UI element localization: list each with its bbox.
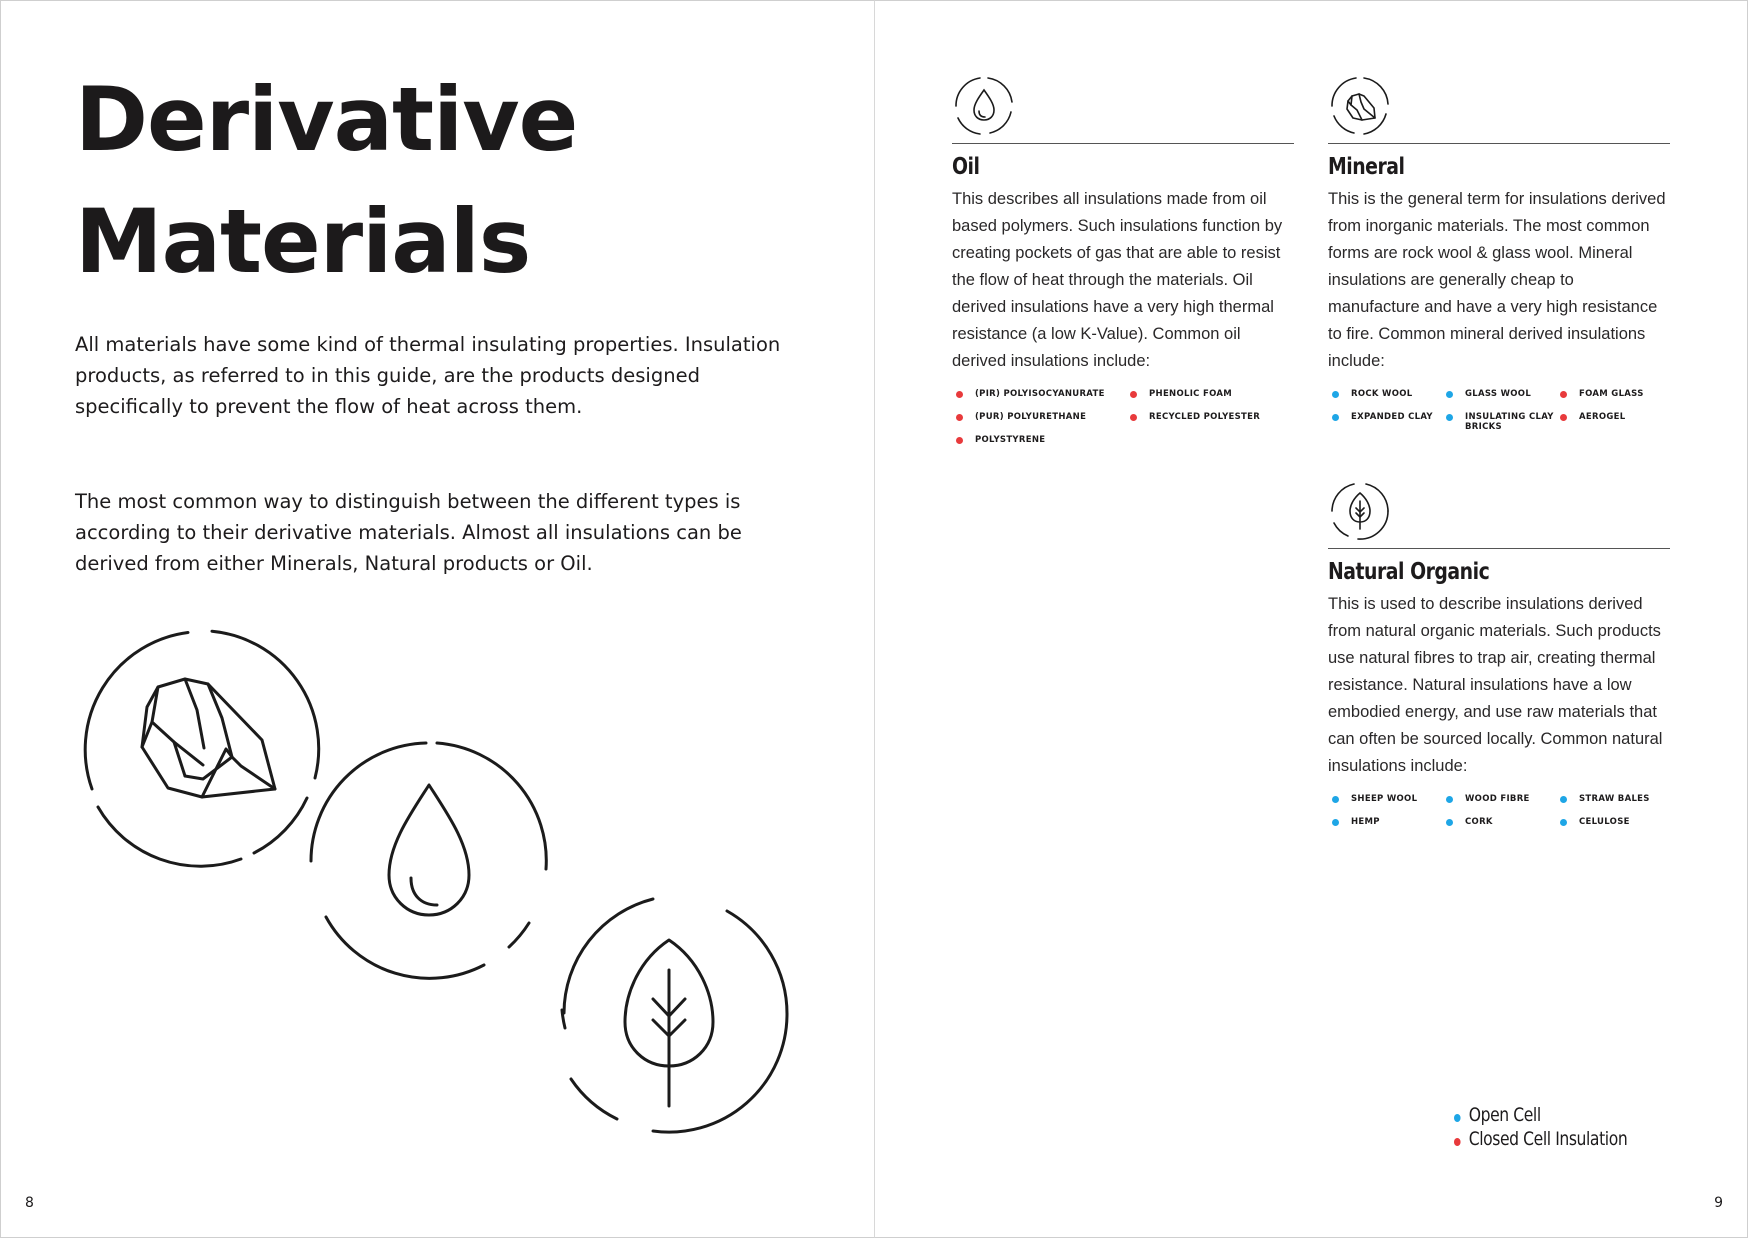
item-label: FOAM GLASS xyxy=(1579,389,1644,399)
page-number-right: 9 xyxy=(1714,1195,1723,1211)
rock-icon xyxy=(85,631,319,866)
item-label: (PUR) POLYURETHANE xyxy=(975,412,1087,422)
item-label: (PIR) POLYISOCYANURATE xyxy=(975,389,1105,399)
closed-cell-dot xyxy=(1560,414,1567,421)
list-item xyxy=(1130,389,1290,406)
open-cell-dot xyxy=(1446,391,1453,398)
oil-section xyxy=(952,74,1294,452)
closed-cell-dot xyxy=(956,391,963,398)
list-item xyxy=(1332,389,1442,406)
list-item xyxy=(1446,389,1556,406)
mineral-title: Mineral xyxy=(1328,154,1405,180)
natural-organic-description: This is used to describe insulations derived from natural organic materials. Such products use natural fibres to trap air, creating thermal resistance. Natural insulations have a low embodied energy, and use raw materials that can often be sourced locally. Common natural insulations include: xyxy=(1328,595,1663,775)
item-label: ROCK WOOL xyxy=(1351,389,1413,399)
list-item xyxy=(1446,794,1556,811)
intro-paragraph-2: The most common way to distinguish between the different types is according to their derivative materials. Almost all insulations can be derived from either Minerals, Natural products or Oil. xyxy=(75,490,742,575)
open-cell-dot xyxy=(1332,414,1339,421)
open-cell-dot xyxy=(1332,819,1339,826)
drop-icon xyxy=(311,743,546,978)
closed-cell-dot xyxy=(1130,391,1137,398)
item-label: HEMP xyxy=(1351,817,1380,827)
open-cell-dot xyxy=(1454,1114,1461,1122)
open-cell-dot xyxy=(1332,796,1339,803)
open-cell-dot xyxy=(1446,796,1453,803)
legend-open-label: Open Cell xyxy=(1468,1104,1541,1126)
list-item xyxy=(1446,817,1556,834)
drop-icon xyxy=(952,74,1016,138)
list-item xyxy=(1560,389,1670,406)
open-cell-dot xyxy=(1446,819,1453,826)
list-item xyxy=(1560,794,1670,811)
list-item xyxy=(1332,817,1442,834)
mineral-insulation-list xyxy=(1328,389,1670,432)
page-title xyxy=(75,59,577,303)
list-item xyxy=(1560,412,1670,432)
natural-organic-title: Natural Organic xyxy=(1328,559,1490,585)
item-label: EXPANDED CLAY xyxy=(1351,412,1433,422)
left-page xyxy=(0,0,874,1238)
oil-description: This describes all insulations made from oil based polymers. Such insulations function by creating pockets of gas that are able to resist the flow of heat through the materials. Oil derived insulations have a very high thermal resistance (a low K-Value). Common oil derived insulations include: xyxy=(952,190,1283,370)
item-label: INSULATING CLAY BRICKS xyxy=(1465,412,1554,432)
item-label: PHENOLIC FOAM xyxy=(1149,389,1233,399)
oil-title: Oil xyxy=(952,154,980,180)
oil-divider xyxy=(952,143,1294,144)
list-item xyxy=(1130,412,1290,429)
item-label: POLYSTYRENE xyxy=(975,435,1046,445)
open-cell-dot xyxy=(1332,391,1339,398)
list-item xyxy=(1332,412,1442,432)
closed-cell-dot xyxy=(1454,1138,1461,1146)
mineral-section xyxy=(1328,74,1670,432)
rock-icon xyxy=(1328,74,1392,138)
natural-insulation-list xyxy=(1328,794,1670,834)
cell-type-legend xyxy=(1454,1103,1665,1151)
item-label: GLASS WOOL xyxy=(1465,389,1532,399)
open-cell-dot xyxy=(1560,819,1567,826)
list-item xyxy=(1560,817,1670,834)
legend-closed-label: Closed Cell Insulation xyxy=(1468,1128,1628,1150)
list-item xyxy=(1446,412,1556,432)
mineral-divider xyxy=(1328,143,1670,144)
legend-closed-cell xyxy=(1454,1127,1627,1151)
list-item xyxy=(956,389,1126,406)
item-label: CORK xyxy=(1465,817,1493,827)
derivative-icons-illustration xyxy=(71,621,811,1141)
list-item xyxy=(956,435,1126,452)
closed-cell-dot xyxy=(1560,391,1567,398)
closed-cell-dot xyxy=(1130,414,1137,421)
leaf-icon xyxy=(562,899,787,1132)
page-number-left: 8 xyxy=(25,1195,34,1211)
closed-cell-dot xyxy=(956,437,963,444)
title-line-2: Materials xyxy=(75,190,531,293)
oil-insulation-list xyxy=(952,389,1294,452)
leaf-icon xyxy=(1328,479,1392,543)
natural-organic-divider xyxy=(1328,548,1670,549)
title-line-1: Derivative xyxy=(75,68,578,171)
open-cell-dot xyxy=(1560,796,1567,803)
item-label: CELULOSE xyxy=(1579,817,1630,827)
intro-paragraph-1: All materials have some kind of thermal insulating properties. Insulation products, as referred to in this guide, are the products designed specifically to prevent the flow of heat across them. xyxy=(75,333,781,418)
open-cell-dot xyxy=(1446,414,1453,421)
list-item xyxy=(956,412,1126,429)
closed-cell-dot xyxy=(956,414,963,421)
item-label: RECYCLED POLYESTER xyxy=(1149,412,1261,422)
mineral-description: This is the general term for insulations derived from inorganic materials. The most common forms are rock wool & glass wool. Mineral insulations are generally cheap to manufacture and have a very high resistance to fire. Common mineral derived insulations include: xyxy=(1328,190,1666,370)
natural-organic-section xyxy=(1328,479,1670,834)
item-label: AEROGEL xyxy=(1579,412,1626,422)
item-label: WOOD FIBRE xyxy=(1465,794,1530,804)
item-label: SHEEP WOOL xyxy=(1351,794,1418,804)
legend-open-cell xyxy=(1454,1103,1627,1127)
item-label: STRAW BALES xyxy=(1579,794,1650,804)
list-item xyxy=(1332,794,1442,811)
